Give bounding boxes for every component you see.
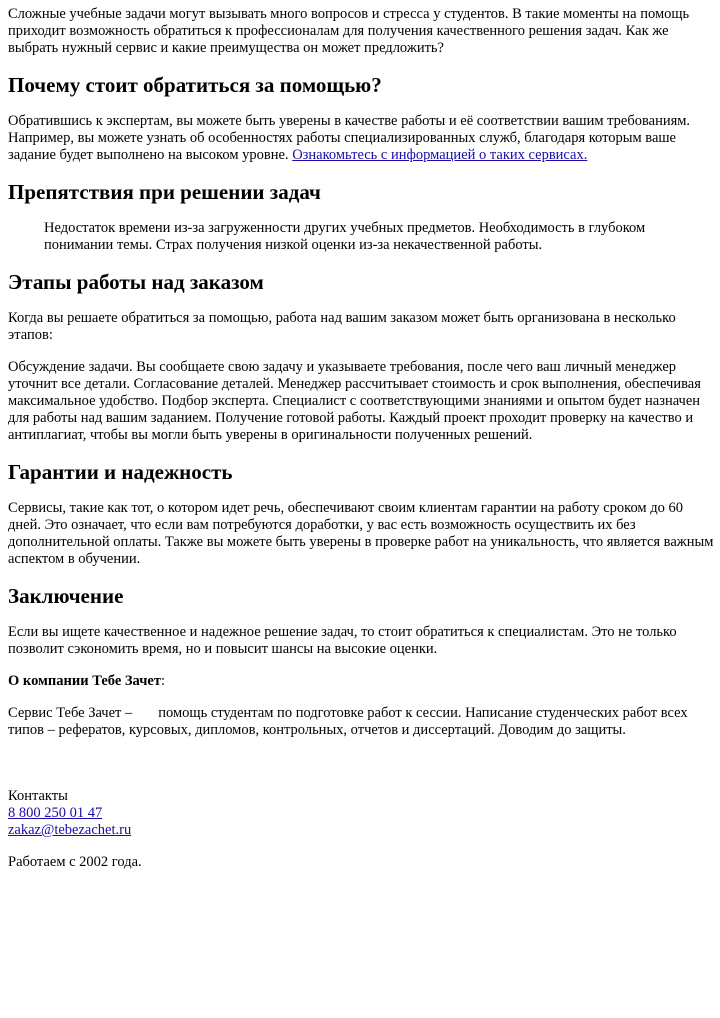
company-desc-start: Сервис Тебе Зачет – xyxy=(8,705,133,721)
phone-line xyxy=(8,805,714,822)
working-since: Работаем с 2002 года. xyxy=(8,854,142,870)
email-line xyxy=(8,822,714,839)
obstacles-quote: Недостаток времени из-за загруженности других учебных предметов. Необходимость в глубоком понимании темы. Страх получения низкой оценки из-за некачественной работы. xyxy=(44,220,646,253)
section-heading-stages: Этапы работы над заказом xyxy=(8,270,264,294)
contacts-label: Контакты xyxy=(8,788,68,804)
services-info-link[interactable]: Ознакомьтесь с информацией о таких сервисах. xyxy=(292,147,588,163)
conclusion-paragraph: Если вы ищете качественное и надежное решение задач, то стоит обратиться к специалистам. Это не только позволит сэкономить время, но и повысит шансы на высокие оценки. xyxy=(8,624,677,657)
why-text: Обратившись к экспертам, вы можете быть уверены в качестве работы и её соответствии вашим требованиям. Например, вы можете узнать об особенностях работы специализированных служб, благодаря которым ваше задание будет выполнено на высоком уровне. xyxy=(8,113,691,163)
company-desc-rest: помощь студентам по подготовке работ к сессии. Написание студенческих работ всех типов – рефератов, курсовых, дипломов, контрольных, отчетов и диссертаций. Доводим до защиты. xyxy=(8,705,688,738)
intro-paragraph: Сложные учебные задачи могут вызывать много вопросов и стресса у студентов. В такие моменты на помощь приходит возможность обратиться к профессионалам для получения качественного решения задач. Как же выбрать нужный сервис и какие преимущества он может предложить? xyxy=(8,6,690,56)
company-title-colon: : xyxy=(160,673,165,689)
section-heading-guarantees: Гарантии и надежность xyxy=(8,460,233,484)
email-link[interactable]: zakaz@tebezachet.ru xyxy=(8,822,132,838)
company-description xyxy=(8,705,714,739)
phone-link[interactable]: 8 800 250 01 47 xyxy=(8,805,103,821)
vertical-spacer xyxy=(8,754,714,788)
stages-details-paragraph: Обсуждение задачи. Вы сообщаете свою задачу и указываете требования, после чего ваш личный менеджер уточнит все детали. Согласование деталей. Менеджер рассчитывает стоимость и срок выполнения, обеспечивая максимальное удобство. Подбор эксперта. Специалист с соответствующими знаниями и опытом будет назначен для работы над вашим заданием. Получение готовой работы. Каждый проект проходит проверку на качество и антиплагиат, чтобы вы могли быть уверены в оригинальности полученных решений. xyxy=(8,359,701,443)
section-heading-obstacles: Препятствия при решении задач xyxy=(8,180,321,204)
why-paragraph xyxy=(8,113,714,164)
company-title: О компании Тебе Зачет xyxy=(8,673,161,689)
stages-intro-paragraph: Когда вы решаете обратиться за помощью, работа над вашим заказом может быть организована в несколько этапов: xyxy=(8,310,676,343)
contacts-block xyxy=(8,788,714,839)
section-heading-why: Почему стоит обратиться за помощью? xyxy=(8,73,382,97)
company-title-line xyxy=(8,673,714,690)
section-heading-conclusion: Заключение xyxy=(8,584,124,608)
guarantees-paragraph: Сервисы, такие как тот, о котором идет речь, обеспечивают своим клиентам гарантии на работу сроком до 60 дней. Это означает, что если вам потребуются доработки, у вас есть возможность осуществить их без дополнительной оплаты. Также вы можете быть уверены в проверке работ на уникальность, что является важным аспектом в обучении. xyxy=(8,500,714,567)
